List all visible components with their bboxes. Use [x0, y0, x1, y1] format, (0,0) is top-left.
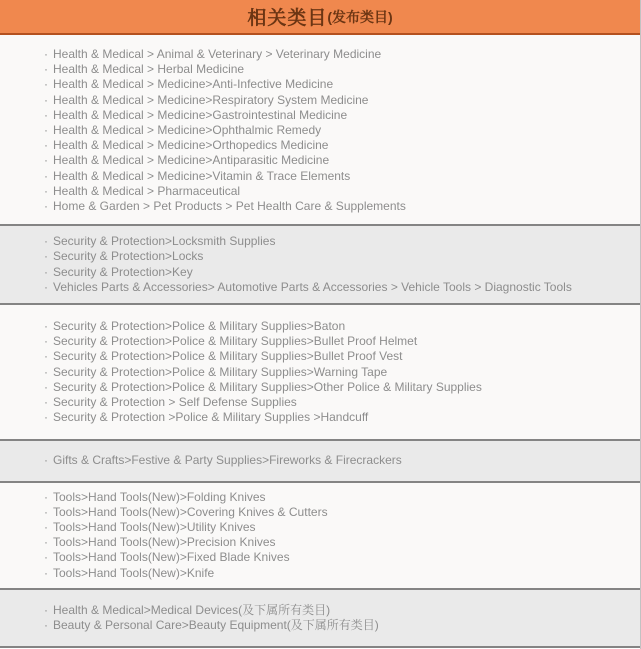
category-path-label: Tools>Hand Tools(New)>Covering Knives & Cutters — [53, 504, 328, 519]
category-path-label: Health & Medical > Medicine>Gastrointestinal Medicine — [53, 107, 348, 122]
category-item — [44, 410, 640, 425]
category-path-label: Security & Protection>Police & Military Supplies>Bullet Proof Helmet — [53, 334, 418, 349]
category-path-label: Health & Medical > Herbal Medicine — [53, 62, 245, 77]
category-item — [44, 249, 640, 264]
bullet-icon: · — [44, 334, 48, 349]
category-group — [0, 35, 640, 226]
bullet-icon: · — [44, 107, 48, 122]
category-item — [44, 319, 640, 334]
category-path-label: Tools>Hand Tools(New)>Utility Knives — [53, 520, 256, 535]
category-group — [0, 590, 640, 648]
category-path-label: Health & Medical > Animal & Veterinary > Veterinary Medicine — [53, 47, 382, 61]
panel-subtitle: (发布类目) — [327, 8, 393, 25]
category-item — [44, 334, 640, 349]
category-item — [44, 62, 640, 77]
category-path-label: Tools>Hand Tools(New)>Fixed Blade Knives — [53, 550, 290, 565]
bullet-icon: · — [44, 92, 48, 107]
bullet-icon: · — [44, 138, 48, 153]
category-item — [44, 77, 640, 92]
bullet-icon: · — [44, 123, 48, 138]
bullet-icon: · — [44, 77, 48, 92]
bullet-icon: · — [44, 364, 48, 379]
bullet-icon: · — [44, 535, 48, 550]
category-item — [44, 490, 640, 505]
category-group — [0, 483, 640, 590]
category-path-label: Health & Medical > Pharmaceutical — [53, 183, 241, 198]
category-path-label: Health & Medical > Medicine>Anti-Infective Medicine — [53, 77, 334, 92]
category-path-label: Home & Garden > Pet Products > Pet Health Care & Supplements — [53, 199, 406, 214]
category-item — [44, 184, 640, 199]
category-group — [0, 305, 640, 441]
bullet-icon: · — [44, 319, 48, 334]
category-path-label: Security & Protection>Police & Military Supplies>Bullet Proof Vest — [53, 349, 403, 364]
category-path-label: Security & Protection >Police & Military Supplies >Handcuff — [53, 410, 369, 425]
category-item — [44, 453, 640, 468]
category-item — [44, 505, 640, 520]
category-path-label: Tools>Hand Tools(New)>Folding Knives — [53, 489, 266, 504]
bullet-icon: · — [44, 279, 48, 294]
category-item — [44, 520, 640, 535]
category-item — [44, 550, 640, 565]
category-item — [44, 365, 640, 380]
bullet-icon: · — [44, 249, 48, 264]
category-item — [44, 123, 640, 138]
bullet-icon: · — [44, 520, 48, 535]
bullet-icon: · — [44, 47, 48, 61]
bullet-icon: · — [44, 168, 48, 183]
category-item — [44, 234, 640, 249]
category-group — [0, 226, 640, 305]
category-path-label: Health & Medical > Medicine>Respiratory System Medicine — [53, 92, 369, 107]
category-item — [44, 93, 640, 108]
category-item — [44, 108, 640, 123]
category-path-label: Health & Medical > Medicine>Vitamin & Trace Elements — [53, 168, 351, 183]
panel-title: 相关类目 — [247, 8, 328, 29]
bullet-icon: · — [44, 62, 48, 77]
bullet-icon: · — [44, 453, 48, 468]
category-path-label: Health & Medical>Medical Devices(及下属所有类目) — [53, 602, 331, 617]
bullet-icon: · — [44, 618, 48, 633]
category-path-label: Security & Protection>Key — [53, 264, 193, 279]
category-path-label: Tools>Hand Tools(New)>Knife — [53, 565, 215, 580]
panel-header — [0, 0, 640, 35]
category-path-label: Tools>Hand Tools(New)>Precision Knives — [53, 535, 276, 550]
category-item — [44, 535, 640, 550]
category-group — [0, 441, 640, 482]
category-path-label: Beauty & Personal Care>Beauty Equipment(及下属所有类目) — [53, 618, 379, 633]
category-sections — [0, 35, 640, 648]
category-item — [44, 566, 640, 581]
category-item — [44, 199, 640, 214]
category-item — [44, 618, 640, 633]
bullet-icon: · — [44, 489, 48, 504]
bullet-icon: · — [44, 153, 48, 168]
category-item — [44, 265, 640, 280]
category-item — [44, 153, 640, 168]
category-path-label: Security & Protection>Police & Military Supplies>Other Police & Military Supplies — [53, 379, 482, 394]
bullet-icon: · — [44, 349, 48, 364]
category-path-label: Health & Medical > Medicine>Antiparasitic Medicine — [53, 153, 330, 168]
category-path-label: Gifts & Crafts>Festive & Party Supplies>Fireworks & Firecrackers — [53, 453, 402, 468]
bullet-icon: · — [44, 410, 48, 425]
bullet-icon: · — [44, 199, 48, 214]
bullet-icon: · — [44, 565, 48, 580]
category-item — [44, 395, 640, 410]
bullet-icon: · — [44, 264, 48, 279]
bullet-icon: · — [44, 504, 48, 519]
category-item — [44, 138, 640, 153]
category-path-label: Health & Medical > Medicine>Orthopedics Medicine — [53, 138, 329, 153]
category-path-label: Security & Protection>Locks — [53, 249, 204, 264]
category-item — [44, 603, 640, 618]
bullet-icon: · — [44, 379, 48, 394]
category-path-label: Security & Protection > Self Defense Supplies — [53, 395, 297, 410]
bullet-icon: · — [44, 602, 48, 617]
category-path-label: Security & Protection>Police & Military Supplies>Warning Tape — [53, 364, 388, 379]
category-path-label: Health & Medical > Medicine>Ophthalmic Remedy — [53, 123, 322, 138]
category-path-label: Vehicles Parts & Accessories> Automotive Parts & Accessories > Vehicle Tools > Diagnostic Tools — [53, 279, 572, 294]
bullet-icon: · — [44, 183, 48, 198]
category-path-label: Security & Protection>Police & Military Supplies>Baton — [53, 319, 346, 334]
category-path-label: Security & Protection>Locksmith Supplies — [53, 234, 276, 249]
bullet-icon: · — [44, 550, 48, 565]
category-item — [44, 169, 640, 184]
bullet-icon: · — [44, 234, 48, 249]
category-item — [44, 47, 640, 62]
category-item — [44, 280, 640, 295]
category-item — [44, 380, 640, 395]
category-item — [44, 349, 640, 364]
bullet-icon: · — [44, 395, 48, 410]
